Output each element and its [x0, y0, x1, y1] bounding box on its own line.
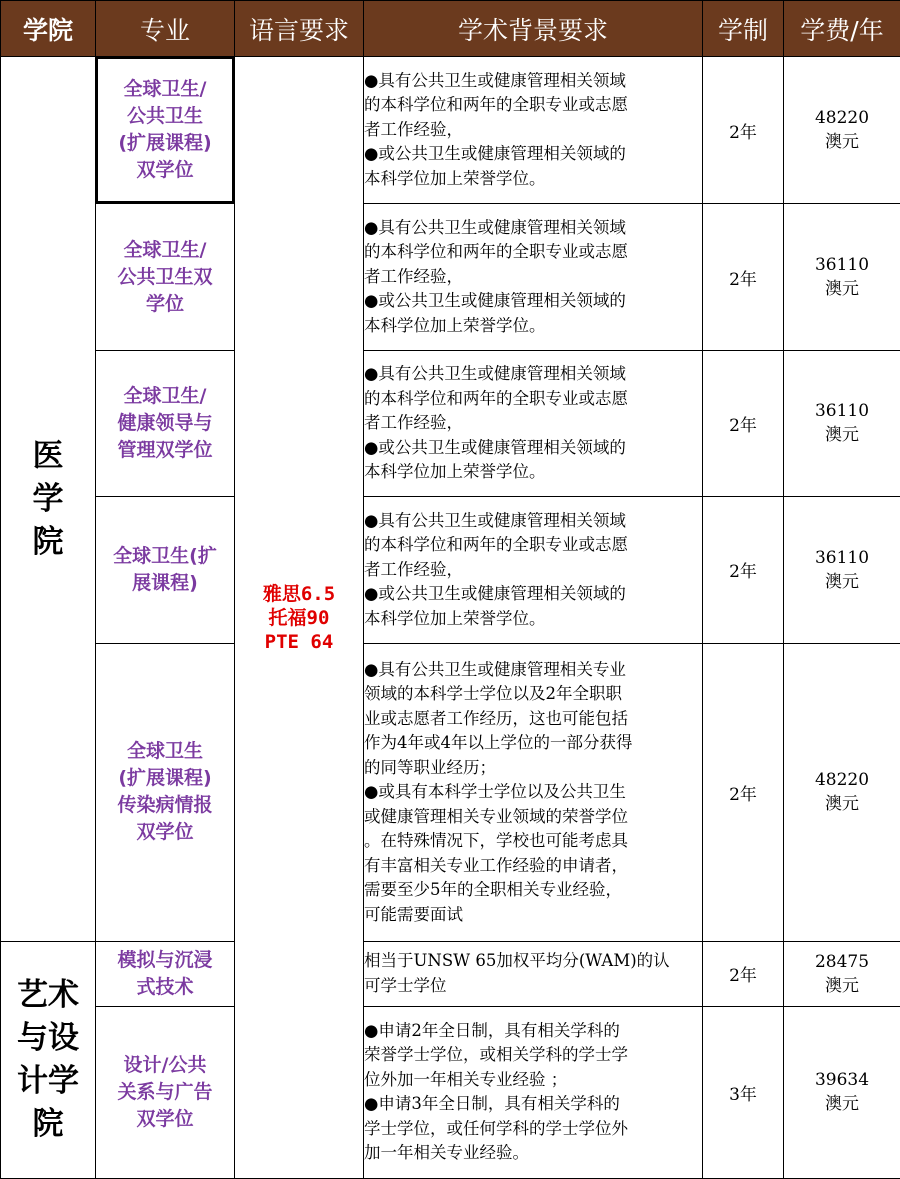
program-fee — [784, 350, 900, 496]
program-name-line: (扩展课程) — [118, 767, 212, 790]
program-duration: 2年 — [703, 350, 784, 496]
language-toefl: 托福90 — [268, 606, 330, 629]
program-name-line: 双学位 — [136, 821, 194, 844]
fee-currency: 澳元 — [825, 279, 859, 300]
school-medicine — [1, 57, 96, 942]
table-row — [1, 497, 900, 643]
requirement-line: 有丰富相关专业工作经验的申请者， — [364, 855, 628, 875]
program-name-line: 全球卫生/ — [123, 384, 207, 407]
header-background: 学术背景要求 — [364, 1, 703, 57]
program-duration: 2年 — [703, 942, 784, 1006]
requirement-line: 的本科学位和两年的全职专业或志愿 — [364, 242, 628, 262]
requirement-line: 荣誉学士学位，或相关学科的学士学 — [364, 1045, 628, 1065]
requirement-line: ●具有公共卫生或健康管理相关领域 — [364, 70, 626, 90]
requirement-line: 需要至少5年的全职相关专业经验， — [364, 880, 622, 900]
requirement-line: 位外加一年相关专业经验 ； — [364, 1069, 568, 1089]
academic-requirement — [364, 1006, 703, 1178]
requirement-line: 可能需要面试 — [364, 904, 463, 924]
fee-currency: 澳元 — [825, 571, 859, 592]
fee-amount: 36110 — [814, 255, 870, 276]
requirement-line: 加一年相关专业经验。 — [364, 1143, 529, 1163]
program-name-line: 展课程) — [132, 571, 198, 594]
program-fee — [784, 204, 900, 350]
requirement-line: 本科学位加上荣誉学位。 — [364, 315, 546, 335]
requirement-line: 的本科学位和两年的全职专业或志愿 — [364, 388, 628, 408]
program-name-line: 全球卫生/ — [123, 238, 207, 261]
requirement-line: ●具有公共卫生或健康管理相关领域 — [364, 510, 626, 530]
header-major: 专业 — [96, 1, 235, 57]
academic-requirement — [364, 350, 703, 496]
header-duration: 学制 — [703, 1, 784, 57]
requirement-line: ●申请2年全日制，具有相关学科的 — [364, 1020, 620, 1040]
program-fee — [784, 57, 900, 204]
program-name-line: 学位 — [145, 292, 184, 315]
requirement-line: ●或具有本科学士学位以及公共卫生 — [364, 782, 626, 802]
header-school: 学院 — [1, 1, 96, 57]
program-name-line: 传染病情报 — [117, 794, 213, 817]
header-language: 语言要求 — [235, 1, 364, 57]
requirement-line: 或健康管理相关专业领域的荣誉学位 — [364, 806, 628, 826]
table-row — [1, 350, 900, 496]
fee-currency: 澳元 — [825, 425, 859, 446]
requirement-line: ●具有公共卫生或健康管理相关专业 — [364, 659, 626, 679]
academic-requirement — [364, 942, 703, 1006]
program-duration: 2年 — [703, 643, 784, 942]
requirement-line: 领域的本科学士学位以及2年全职职 — [364, 684, 622, 704]
program-fee — [784, 942, 900, 1006]
school-name-line: 艺术 — [17, 977, 79, 1014]
program-name — [96, 1006, 235, 1178]
school-name-line: 院 — [32, 1106, 64, 1143]
school-art-design — [1, 942, 96, 1179]
fee-currency: 澳元 — [825, 794, 859, 815]
program-fee — [784, 497, 900, 643]
program-name-line: 全球卫生/ — [123, 78, 207, 101]
fee-amount: 28475 — [814, 951, 870, 972]
school-name-line: 院 — [32, 523, 64, 560]
requirement-line: ●具有公共卫生或健康管理相关领域 — [364, 217, 626, 237]
program-fee — [784, 1006, 900, 1178]
fee-currency: 澳元 — [825, 1094, 859, 1115]
program-name-line: 模拟与沉浸 — [117, 948, 213, 971]
requirement-line: 作为4年或4年以上学位的一部分获得 — [364, 733, 633, 753]
program-name — [96, 350, 235, 496]
program-duration: 2年 — [703, 204, 784, 350]
fee-amount: 39634 — [814, 1070, 870, 1091]
program-name-line: 全球卫生(扩 — [113, 544, 217, 567]
table-row — [1, 643, 900, 942]
header-fee: 学费/年 — [784, 1, 900, 57]
program-name-line: 健康领导与 — [117, 411, 213, 434]
program-name — [96, 204, 235, 350]
program-name-line: 设计/公共 — [123, 1053, 207, 1076]
program-fee — [784, 643, 900, 942]
requirement-line: 学士学位，或任何学科的学士学位外 — [364, 1118, 628, 1138]
program-name-line: 式技术 — [136, 975, 194, 998]
fee-currency: 澳元 — [825, 132, 859, 153]
requirement-line: 者工作经验， — [364, 119, 463, 139]
language-requirement — [235, 57, 364, 1179]
requirement-line: 本科学位加上荣誉学位。 — [364, 168, 546, 188]
school-name-line: 医 — [32, 437, 64, 474]
requirement-line: 者工作经验， — [364, 559, 463, 579]
program-duration: 3年 — [703, 1006, 784, 1178]
language-ielts: 雅思6.5 — [262, 582, 336, 605]
program-name — [96, 942, 235, 1006]
requirement-line: 。在特殊情况下，学校也可能考虑具 — [364, 831, 628, 851]
program-name — [96, 643, 235, 942]
fee-amount: 36110 — [814, 401, 870, 422]
program-name-line: 全球卫生 — [126, 740, 203, 763]
requirement-line: 的本科学位和两年的全职专业或志愿 — [364, 535, 628, 555]
table-row — [1, 942, 900, 1006]
program-duration: 2年 — [703, 57, 784, 204]
program-name — [96, 497, 235, 643]
requirement-line: 相当于UNSW 65加权平均分(WAM)的认 — [364, 951, 670, 971]
program-name-line: 双学位 — [136, 1107, 194, 1130]
academic-requirement — [364, 57, 703, 204]
requirement-line: ●或公共卫生或健康管理相关领域的 — [364, 437, 626, 457]
requirement-line: ●或公共卫生或健康管理相关领域的 — [364, 291, 626, 311]
requirement-line: 者工作经验， — [364, 413, 463, 433]
requirement-line: 者工作经验， — [364, 266, 463, 286]
fee-amount: 48220 — [814, 108, 870, 129]
fee-amount: 48220 — [814, 770, 870, 791]
fee-currency: 澳元 — [825, 975, 859, 996]
requirement-line: 本科学位加上荣誉学位。 — [364, 462, 546, 482]
academic-requirement — [364, 643, 703, 942]
school-name-line: 计学 — [17, 1063, 79, 1100]
table-row — [1, 1006, 900, 1178]
requirement-line: 本科学位加上荣誉学位。 — [364, 608, 546, 628]
program-name-line: (扩展课程) — [118, 132, 212, 155]
fee-amount: 36110 — [814, 547, 870, 568]
program-name-line: 关系与广告 — [117, 1080, 213, 1103]
program-name-line: 双学位 — [136, 159, 194, 182]
requirement-line: ●申请3年全日制，具有相关学科的 — [364, 1094, 620, 1114]
school-name-line: 与设 — [17, 1020, 79, 1057]
program-duration: 2年 — [703, 497, 784, 643]
requirement-line: ●或公共卫生或健康管理相关领域的 — [364, 144, 626, 164]
academic-requirement — [364, 204, 703, 350]
academic-requirement — [364, 497, 703, 643]
table-row — [1, 57, 900, 204]
school-name-line: 学 — [32, 480, 64, 517]
program-name-line: 公共卫生双 — [117, 265, 213, 288]
program-name-line: 公共卫生 — [126, 105, 203, 128]
program-name — [96, 57, 235, 204]
requirement-line: 可学士学位 — [364, 975, 447, 995]
program-name-line: 管理双学位 — [117, 438, 213, 461]
table-row — [1, 204, 900, 350]
requirement-line: ●具有公共卫生或健康管理相关领域 — [364, 364, 626, 384]
requirement-line: ●或公共卫生或健康管理相关领域的 — [364, 584, 626, 604]
requirement-line: 的本科学位和两年的全职专业或志愿 — [364, 95, 628, 115]
requirement-line: 的同等职业经历； — [364, 757, 496, 777]
requirement-line: 业或志愿者工作经历，这也可能包括 — [364, 708, 628, 728]
header-row — [1, 1, 900, 57]
language-pte: PTE 64 — [264, 630, 334, 653]
